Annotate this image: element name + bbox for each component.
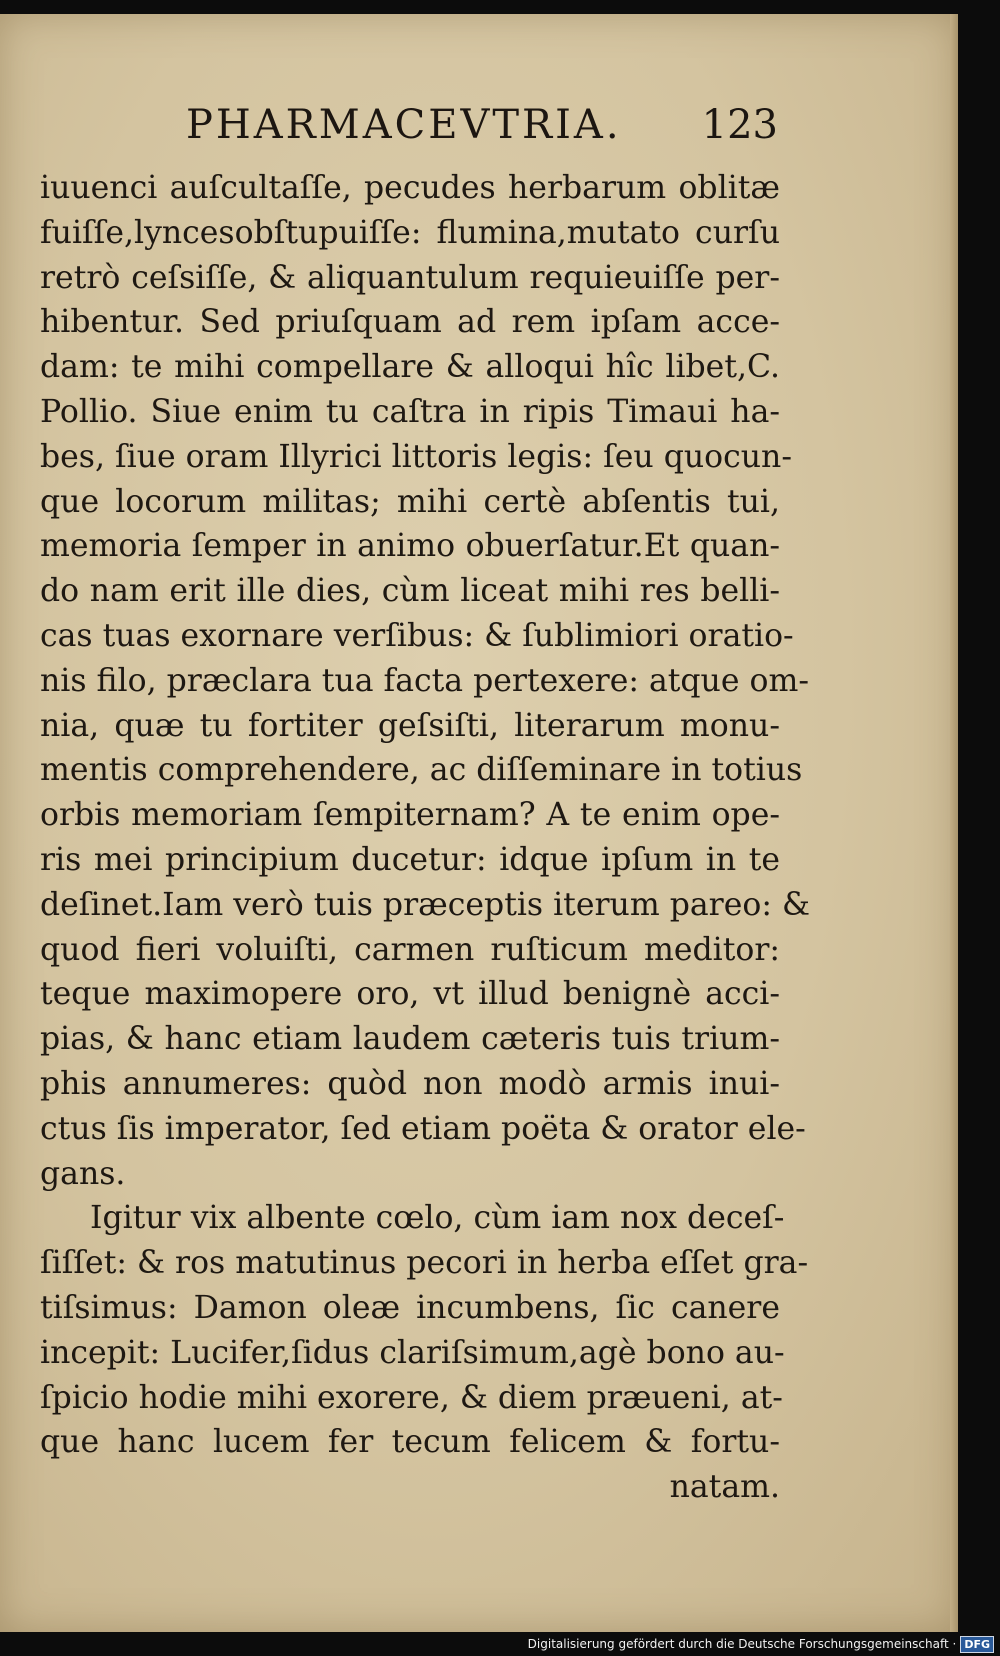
text-line: orbis memoriam ſempiternam? A te enim ope- [40, 797, 780, 834]
text-line: dam: te mihi compellare & alloqui hîc libet,C. [40, 349, 780, 386]
page-header [40, 102, 780, 152]
text-line: teque maximopere oro, vt illud benignè acci- [40, 976, 780, 1013]
text-line: cas tuas exornare verſibus: & ſublimiori oratio- [40, 617, 794, 654]
text-line: gans. [40, 1155, 126, 1192]
text-line: nia, quæ tu fortiter geſsiſti, literarum monu- [40, 707, 780, 744]
text-line: phis annumeres: quòd non modò armis inui- [40, 1065, 780, 1102]
text-line: deſinet.Iam verò tuis præceptis iterum pareo: & [40, 886, 810, 923]
text-line: fuiſſe,lyncesobſtupuiſſe: flumina,mutato curſu [40, 214, 780, 251]
text-line: quod fieri voluiſti, carmen ruſticum meditor: [40, 931, 780, 968]
running-head: PHARMACEVTRIA. [186, 102, 622, 148]
book-page [0, 14, 958, 1632]
footer-credit: Digitalisierung gefördert durch die Deutsche Forschungsgemeinschaft · [527, 1637, 957, 1651]
text-line: bes, ſiue oram Illyrici littoris legis: ſeu quocun- [40, 438, 792, 475]
text-line: do nam erit ille dies, cùm liceat mihi res belli- [40, 573, 780, 610]
text-line: tiſsimus: Damon oleæ incumbens, ſic canere [40, 1289, 780, 1326]
text-line: iuuenci auſcultaſſe, pecudes herbarum oblitæ [40, 170, 780, 206]
catchword: natam. [669, 1469, 780, 1506]
dfg-logo[interactable]: DFG [960, 1636, 994, 1653]
text-line: pias, & hanc etiam laudem cæteris tuis trium- [40, 1021, 780, 1058]
digitization-footer [528, 1634, 994, 1654]
text-line: ſpicio hodie mihi exorere, & diem præueni, at- [40, 1379, 783, 1416]
text-line: Pollio. Siue enim tu caſtra in ripis Timaui ha- [40, 393, 780, 430]
text-line: ctus ſis imperator, ſed etiam poëta & orator ele- [40, 1110, 806, 1147]
body-text [40, 166, 810, 1510]
text-line: incepit: Lucifer,ſidus clariſsimum,agè bono au- [40, 1334, 785, 1371]
text-line: Igitur vix albente cœlo, cùm iam nox deceſ- [90, 1200, 785, 1237]
text-line: ris mei principium ducetur: idque ipſum in te [40, 841, 780, 878]
text-line: memoria ſemper in animo obuerſatur.Et quan- [40, 528, 780, 565]
text-line: que locorum militas; mihi certè abſentis tui, [40, 483, 780, 520]
text-line: que hanc lucem fer tecum felicem & fortu- [40, 1424, 780, 1461]
text-line: retrò ceſsiſſe, & aliquantulum requieuiſſe per- [40, 259, 780, 296]
text-line: hibentur. Sed priuſquam ad rem ipſam acce- [40, 304, 780, 341]
page-number: 123 [701, 102, 778, 148]
text-line: ſiſſet: & ros matutinus pecori in herba eſſet gra- [40, 1245, 809, 1282]
text-line: nis filo, præclara tua facta pertexere: atque om- [40, 662, 809, 699]
text-line: mentis comprehendere, ac diſſeminare in totius [40, 752, 803, 789]
